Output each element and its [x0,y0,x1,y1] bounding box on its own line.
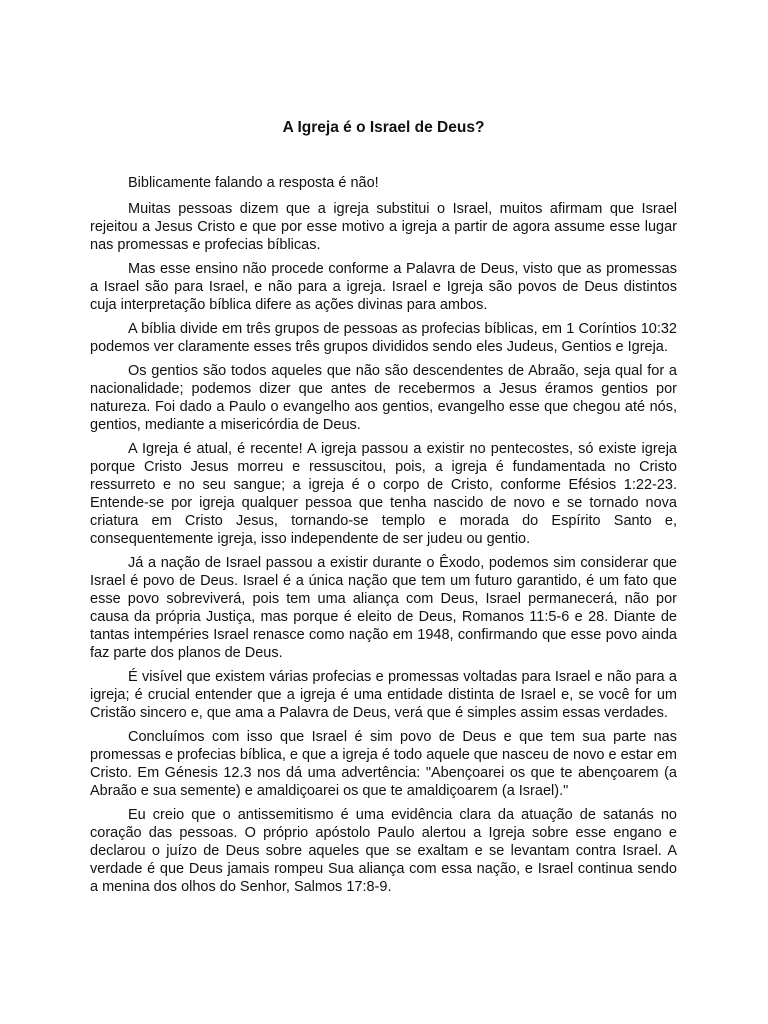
paragraph-1: Biblicamente falando a resposta é não! [128,175,379,191]
paragraph-9: Concluímos com isso que Israel é sim povo de Deus e que tem sua parte nas promessas e profecias bíblica, e que a igreja é todo aquele que nasceu de novo e estar em Cristo. Em Génesis 12.3 nos dá uma advertência: "Abençoarei os que te abençoarem (a Abraão e sua semente) e amaldiçoarei os que te amaldiçoarem (a Israel)." [90,729,677,799]
paragraph-3: Mas esse ensino não procede conforme a Palavra de Deus, visto que as promessas a Israel são para Israel, e não para a igreja. Israel e Igreja são povos de Deus distintos cuja interpretação bíblica difere as ações divinas para ambos. [90,261,677,313]
paragraph-6: A Igreja é atual, é recente! A igreja passou a existir no pentecostes, só existe igreja porque Cristo Jesus morreu e ressuscitou, pois, a igreja é fundamentada no Cristo ressurreto e no seu sangue; a igreja é o corpo de Cristo, conforme Efésios 1:22-23. Entende-se por igreja qualquer pessoa que tenha nascido de novo e se tornado nova criatura em Cristo Jesus, tornando-se templo e morada do Espírito Santo e, consequentemente igreja, isso independente de ser judeu ou gentio. [90,441,677,547]
document-title: A Igreja é o Israel de Deus? [282,119,485,136]
paragraph-4: A bíblia divide em três grupos de pessoas as profecias bíblicas, em 1 Coríntios 10:32 podemos ver claramente esses três grupos divididos sendo eles Judeus, Gentios e Igreja. [90,321,677,355]
paragraph-10: Eu creio que o antissemitismo é uma evidência clara da atuação de satanás no coração das pessoas. O próprio apóstolo Paulo alertou a Igreja sobre esse engano e declarou o juízo de Deus sobre aqueles que se exaltam e se levantam contra Israel. A verdade é que Deus jamais rompeu Sua aliança com essa nação, e Israel continua sendo a menina dos olhos do Senhor, Salmos 17:8-9. [90,807,677,895]
paragraph-5: Os gentios são todos aqueles que não são descendentes de Abraão, seja qual for a nacionalidade; podemos dizer que antes de recebermos a Jesus éramos gentios por natureza. Foi dado a Paulo o evangelho aos gentios, evangelho esse que chegou até nós, gentios, mediante a misericórdia de Deus. [90,363,677,433]
paragraph-7: Já a nação de Israel passou a existir durante o Êxodo, podemos sim considerar que Israel é povo de Deus. Israel é a única nação que tem um futuro garantido, é um fato que esse povo sobreviverá, pois tem uma aliança com Deus, Israel permanecerá, não por causa da própria Justiça, mas porque é eleito de Deus, Romanos 11:5-6 e 28. Diante de tantas intempéries Israel renasce como nação em 1948, confirmando que esse povo ainda faz parte dos planos de Deus. [90,555,677,661]
paragraph-2: Muitas pessoas dizem que a igreja substitui o Israel, muitos afirmam que Israel rejeitou a Jesus Cristo e que por esse motivo a igreja a partir de agora assume esse lugar nas promessas e profecias bíblicas. [90,201,677,253]
paragraph-8: É visível que existem várias profecias e promessas voltadas para Israel e não para a igreja; é crucial entender que a igreja é uma entidade distinta de Israel e, se você for um Cristão sincero e, que ama a Palavra de Deus, verá que é simples assim essas verdades. [90,669,677,721]
document-page [90,118,677,902]
